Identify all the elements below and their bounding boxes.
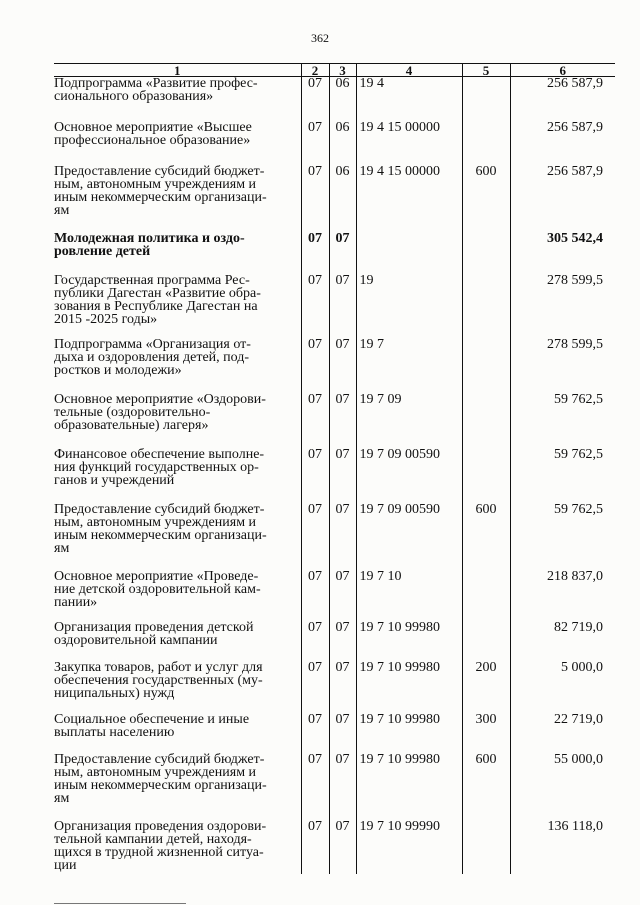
row-target-code-cell: 19 7 10 99990	[356, 820, 462, 874]
row-section-cell: 07	[301, 753, 329, 820]
row-expense-type-cell	[462, 448, 510, 503]
row-name-cell: Предоставление субсидий бюджет- ным, автономным учреждениям и иным некоммерческим организаци- ям	[54, 164, 267, 218]
row-target-code-cell: 19 7 10	[356, 570, 462, 621]
row-subsection-cell: 07	[329, 753, 356, 820]
row-amount-cell: 256 587,9	[510, 165, 615, 232]
row-amount-cell: 256 587,9	[510, 121, 615, 165]
header-col-5: 5	[462, 64, 510, 77]
row-subsection-cell: 07	[329, 448, 356, 503]
row-name-cell: Основное мероприятие «Проведе- ние детской оздоровительной кам- пании»	[54, 569, 261, 610]
row-amount-cell: 55 000,0	[510, 753, 615, 820]
row-amount-cell: 218 837,0	[510, 570, 615, 621]
row-section-cell: 07	[301, 570, 329, 621]
row-subsection-cell: 06	[329, 165, 356, 232]
row-name-cell: Организация проведения оздорови- тельной кампании детей, находя- щихся в трудной жизненной ситуа- ции	[54, 819, 267, 873]
row-amount-cell: 59 762,5	[510, 503, 615, 570]
row-section-cell: 07	[301, 448, 329, 503]
row-target-code-cell	[356, 232, 462, 274]
row-expense-type-cell: 600	[462, 753, 510, 820]
row-subsection-cell: 07	[329, 570, 356, 621]
row-subsection-cell: 07	[329, 503, 356, 570]
row-amount-cell: 5 000,0	[510, 661, 615, 713]
row-subsection-cell: 07	[329, 393, 356, 448]
row-target-code-cell: 19 7 10 99980	[356, 661, 462, 713]
table-row	[54, 820, 615, 874]
table-row	[54, 393, 615, 448]
table-row	[54, 713, 615, 753]
row-name-cell: Предоставление субсидий бюджет- ным, автономным учреждениям и иным некоммерческим организаци- ям	[54, 752, 267, 806]
table-row	[54, 232, 615, 274]
budget-table	[54, 63, 615, 874]
row-target-code-cell: 19 4 15 00000	[356, 121, 462, 165]
row-name-cell: Подпрограмма «Организация от- дыха и оздоровления детей, под- ростков и молодежи»	[54, 337, 251, 378]
row-target-code-cell: 19 7	[356, 338, 462, 393]
row-name-cell: Основное мероприятие «Оздорови- тельные (оздоровительно- образовательные) лагеря»	[54, 392, 266, 433]
table-row	[54, 338, 615, 393]
row-subsection-cell: 07	[329, 661, 356, 713]
row-expense-type-cell	[462, 121, 510, 165]
row-expense-type-cell	[462, 820, 510, 874]
row-section-cell: 07	[301, 77, 329, 122]
row-expense-type-cell	[462, 77, 510, 122]
row-section-cell: 07	[301, 503, 329, 570]
row-subsection-cell: 06	[329, 77, 356, 122]
table-row	[54, 503, 615, 570]
row-target-code-cell: 19 7 10 99980	[356, 713, 462, 753]
table-body	[54, 77, 615, 875]
row-name-cell: Государственная программа Рес- публики Дагестан «Развитие обра- зования в Республике Дагестан на 2015 -2025 годы»	[54, 273, 261, 327]
row-name-cell: Предоставление субсидий бюджет- ным, автономным учреждениям и иным некоммерческим организаци- ям	[54, 502, 267, 556]
row-subsection-cell: 06	[329, 121, 356, 165]
table-row	[54, 165, 615, 232]
table-row	[54, 274, 615, 338]
table-row	[54, 121, 615, 165]
row-subsection-cell: 07	[329, 338, 356, 393]
row-expense-type-cell	[462, 338, 510, 393]
row-section-cell: 07	[301, 713, 329, 753]
row-target-code-cell: 19 7 10 99980	[356, 753, 462, 820]
row-name-cell: Финансовое обеспечение выполне- ния функций государственных ор- ганов и учреждений	[54, 447, 265, 488]
row-subsection-cell: 07	[329, 621, 356, 661]
row-amount-cell: 278 599,5	[510, 338, 615, 393]
row-amount-cell: 305 542,4	[510, 232, 615, 274]
row-target-code-cell: 19	[356, 274, 462, 338]
bottom-divider	[54, 903, 186, 904]
row-target-code-cell: 19 7 09 00590	[356, 503, 462, 570]
table-row	[54, 753, 615, 820]
row-amount-cell: 59 762,5	[510, 448, 615, 503]
table-row	[54, 448, 615, 503]
table-row	[54, 661, 615, 713]
row-section-cell: 07	[301, 621, 329, 661]
header-col-3: 3	[329, 64, 356, 77]
row-amount-cell: 136 118,0	[510, 820, 615, 874]
row-subsection-cell: 07	[329, 274, 356, 338]
row-section-cell: 07	[301, 232, 329, 274]
header-col-1: 1	[54, 64, 301, 77]
row-name-cell: Социальное обеспечение и иные выплаты населению	[54, 712, 250, 740]
page-number: 362	[311, 31, 329, 45]
row-amount-cell: 22 719,0	[510, 713, 615, 753]
row-section-cell: 07	[301, 121, 329, 165]
row-target-code-cell: 19 4	[356, 77, 462, 122]
row-target-code-cell: 19 7 09	[356, 393, 462, 448]
row-name-cell: Подпрограмма «Развитие профес- сионального образования»	[54, 76, 258, 104]
row-section-cell: 07	[301, 820, 329, 874]
row-expense-type-cell	[462, 570, 510, 621]
row-section-cell: 07	[301, 165, 329, 232]
table-header-row	[54, 64, 615, 77]
header-col-4: 4	[356, 64, 462, 77]
row-expense-type-cell	[462, 393, 510, 448]
row-subsection-cell: 07	[329, 713, 356, 753]
row-target-code-cell: 19 7 10 99980	[356, 621, 462, 661]
row-amount-cell: 278 599,5	[510, 274, 615, 338]
header-col-6: 6	[510, 64, 615, 77]
table-row	[54, 77, 615, 122]
row-name-cell: Основное мероприятие «Высшее профессиональное образование»	[54, 120, 252, 148]
row-expense-type-cell: 600	[462, 503, 510, 570]
row-name-cell: Молодежная политика и оздо- ровление детей	[54, 231, 245, 259]
row-expense-type-cell	[462, 274, 510, 338]
row-expense-type-cell: 300	[462, 713, 510, 753]
row-target-code-cell: 19 7 09 00590	[356, 448, 462, 503]
row-section-cell: 07	[301, 393, 329, 448]
row-section-cell: 07	[301, 274, 329, 338]
row-expense-type-cell: 200	[462, 661, 510, 713]
row-section-cell: 07	[301, 338, 329, 393]
row-target-code-cell: 19 4 15 00000	[356, 165, 462, 232]
row-section-cell: 07	[301, 661, 329, 713]
row-amount-cell: 256 587,9	[510, 77, 615, 122]
row-subsection-cell: 07	[329, 232, 356, 274]
row-expense-type-cell	[462, 232, 510, 274]
row-subsection-cell: 07	[329, 820, 356, 874]
row-amount-cell: 59 762,5	[510, 393, 615, 448]
row-name-cell: Закупка товаров, работ и услуг для обеспечения государственных (му- ниципальных) нужд	[54, 660, 263, 701]
row-expense-type-cell: 600	[462, 165, 510, 232]
row-amount-cell: 82 719,0	[510, 621, 615, 661]
row-name-cell: Организация проведения детской оздоровительной кампании	[54, 620, 254, 648]
table-row	[54, 621, 615, 661]
row-expense-type-cell	[462, 621, 510, 661]
table-row	[54, 570, 615, 621]
header-col-2: 2	[301, 64, 329, 77]
